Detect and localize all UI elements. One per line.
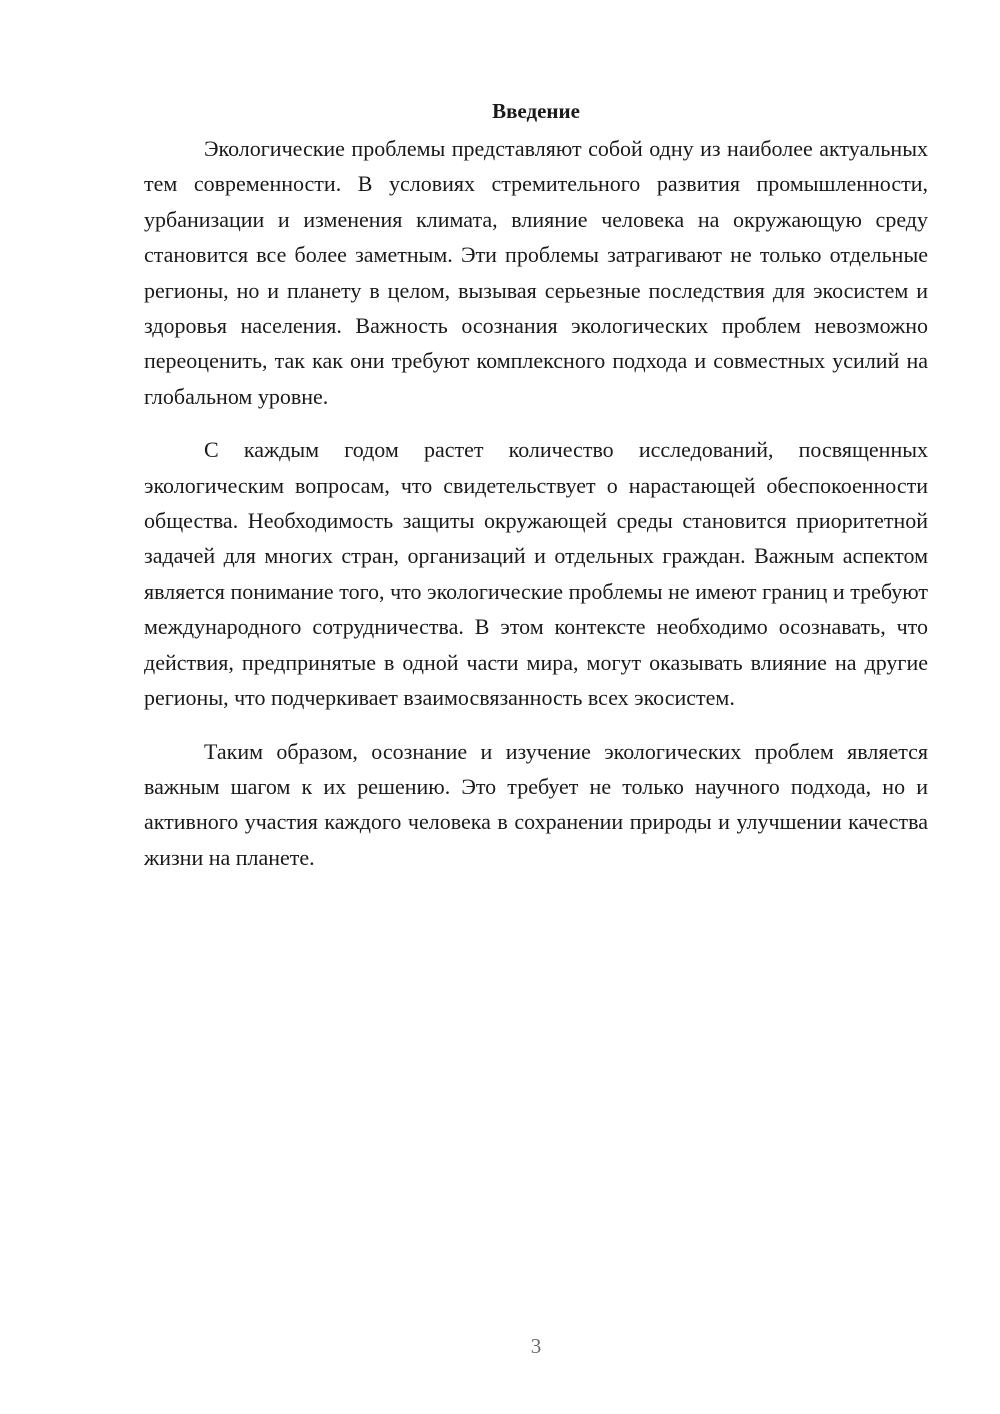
section-heading: Введение [492,99,580,123]
page-number: 3 [530,1334,542,1358]
paragraph-2: С каждым годом растет количество исследований, посвященных экологическим вопросам, что свидетельствует о нарастающей обеспокоенности общества. Необходимость защиты окружающей среды становится приоритетной задачей для многих стран, организаций и отдельных граждан. Важным аспектом является понимание того, что экологические проблемы не имеют границ и требуют международного сотрудничества. В этом контексте необходимо осознавать, что действия, предпринятые в одной части мира, могут оказывать влияние на другие регионы, что подчеркивает взаимосвязанность всех экосистем. [144,437,928,711]
paragraph-3: Таким образом, осознание и изучение экологических проблем является важным шагом к их решению. Это требует не только научного подхода, но и активного участия каждого человека в сохранении природы и улучшении качества жизни на планете. [144,738,928,870]
page-content [144,95,928,893]
paragraph-1: Экологические проблемы представляют собой одну из наиболее актуальных тем современности. В условиях стремительного развития промышленности, урбанизации и изменения климата, влияние человека на окружающую среду становится все более заметным. Эти проблемы затрагивают не только отдельные регионы, но и планету в целом, вызывая серьезные последствия для экосистем и здоровья населения. Важность осознания экологических проблем невозможно переоценить, так как они требуют комплексного подхода и совместных усилий на глобальном уровне. [144,136,928,409]
